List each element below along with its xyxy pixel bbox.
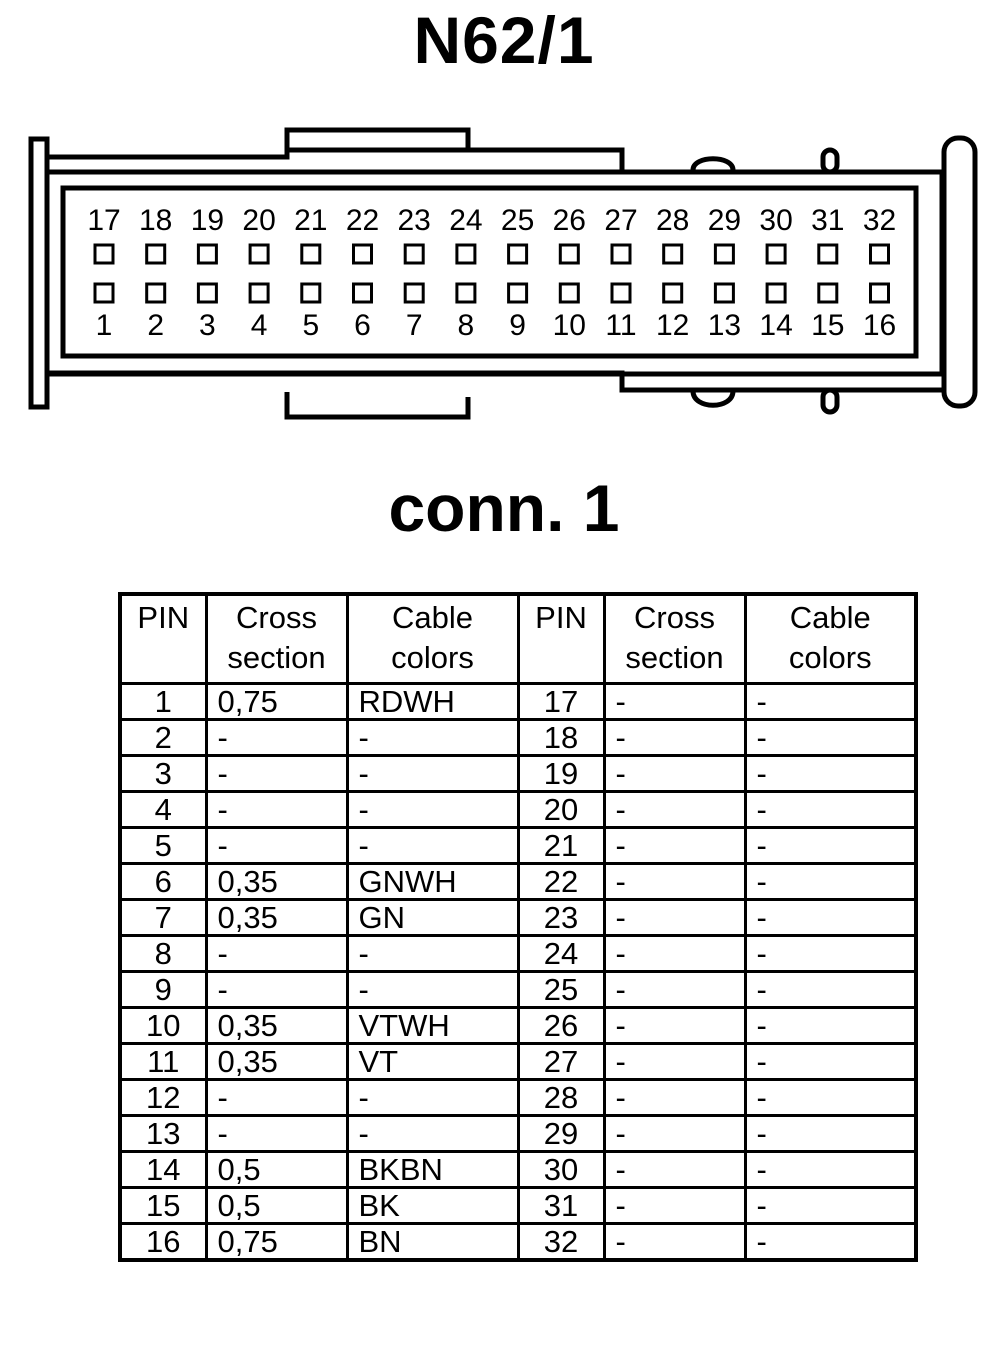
connector-diagram xyxy=(0,120,1008,430)
cable-color-cell: - xyxy=(347,972,518,1008)
pin-number-label: 25 xyxy=(500,204,535,237)
cable-color-cell: BN xyxy=(347,1224,518,1261)
pin-number-label: 29 xyxy=(707,204,742,237)
bottom-clip-oval xyxy=(693,391,733,405)
bottom-clip-pin xyxy=(823,390,837,412)
pin-socket xyxy=(198,245,216,263)
cable-color-cell: - xyxy=(347,828,518,864)
cross-section-cell: - xyxy=(604,1188,745,1224)
cross-section-cell: - xyxy=(206,828,347,864)
pin-cell: 21 xyxy=(518,828,604,864)
cross-section-cell: 0,75 xyxy=(206,684,347,720)
cross-section-cell: - xyxy=(604,756,745,792)
pin-cell: 19 xyxy=(518,756,604,792)
table-row xyxy=(120,936,916,972)
cable-color-cell: - xyxy=(745,756,916,792)
cable-color-cell: BKBN xyxy=(347,1152,518,1188)
pin-socket xyxy=(612,284,630,302)
cable-color-cell: BK xyxy=(347,1188,518,1224)
pin-cell: 14 xyxy=(120,1152,206,1188)
cross-section-cell: - xyxy=(206,756,347,792)
pin-number-label: 26 xyxy=(552,204,586,237)
cable-color-cell: - xyxy=(745,1224,916,1261)
connector-label: conn. 1 xyxy=(388,471,620,545)
pin-cell: 3 xyxy=(120,756,206,792)
pin-cell: 5 xyxy=(120,828,206,864)
table-row xyxy=(120,720,916,756)
cable-color-cell: - xyxy=(347,720,518,756)
table-row xyxy=(120,1080,916,1116)
cable-color-cell: VTWH xyxy=(347,1008,518,1044)
table-row xyxy=(120,684,916,720)
cable-color-cell: - xyxy=(745,1080,916,1116)
cross-section-cell: - xyxy=(206,792,347,828)
pin-number-label: 23 xyxy=(397,204,431,237)
pin-socket xyxy=(250,245,268,263)
pin-socket xyxy=(612,245,630,263)
cross-section-cell: - xyxy=(604,936,745,972)
pin-cell: 16 xyxy=(120,1224,206,1261)
cross-section-cell: - xyxy=(604,1044,745,1080)
top-clip-pin xyxy=(823,150,837,172)
table-row xyxy=(120,756,916,792)
cable-color-cell: - xyxy=(347,1080,518,1116)
housing-body xyxy=(47,172,942,374)
header-cable-colors: Cable colors xyxy=(347,594,518,684)
pin-number-label: 3 xyxy=(199,309,216,342)
pin-socket xyxy=(664,284,682,302)
pin-socket xyxy=(767,245,785,263)
pin-socket xyxy=(354,284,372,302)
cable-color-cell: - xyxy=(745,864,916,900)
pin-cell: 7 xyxy=(120,900,206,936)
pin-number-label: 6 xyxy=(354,309,371,342)
pin-cell: 6 xyxy=(120,864,206,900)
pin-cell: 23 xyxy=(518,900,604,936)
table-row xyxy=(120,1008,916,1044)
pin-socket xyxy=(871,284,889,302)
cable-color-cell: - xyxy=(745,828,916,864)
pin-cell: 1 xyxy=(120,684,206,720)
pin-socket xyxy=(871,245,889,263)
pin-cell: 17 xyxy=(518,684,604,720)
cross-section-cell: - xyxy=(604,972,745,1008)
cable-color-cell: - xyxy=(347,936,518,972)
pin-number-label: 32 xyxy=(862,204,897,237)
pin-socket xyxy=(715,245,733,263)
cross-section-cell: - xyxy=(206,972,347,1008)
pin-cell: 12 xyxy=(120,1080,206,1116)
pin-socket xyxy=(509,245,527,263)
cross-section-cell: 0,35 xyxy=(206,1044,347,1080)
table-row xyxy=(120,864,916,900)
pin-number-label: 14 xyxy=(759,309,793,342)
pin-socket xyxy=(457,284,475,302)
pin-number-label: 31 xyxy=(811,204,845,237)
cross-section-cell: - xyxy=(604,792,745,828)
pin-cell: 18 xyxy=(518,720,604,756)
pin-socket xyxy=(715,284,733,302)
pin-number-label: 27 xyxy=(604,204,638,237)
pin-socket xyxy=(95,245,113,263)
cable-color-cell: - xyxy=(745,900,916,936)
pin-cell: 29 xyxy=(518,1116,604,1152)
pin-socket xyxy=(250,284,268,302)
pin-number-label: 10 xyxy=(552,309,586,342)
cable-color-cell: - xyxy=(745,1116,916,1152)
pin-socket xyxy=(147,284,165,302)
pin-cell: 24 xyxy=(518,936,604,972)
cable-color-cell: - xyxy=(745,936,916,972)
pin-socket xyxy=(405,245,423,263)
cross-section-cell: - xyxy=(206,1080,347,1116)
pin-socket xyxy=(147,245,165,263)
pin-socket xyxy=(819,245,837,263)
cross-section-cell: - xyxy=(206,936,347,972)
header-cable-colors: Cable colors xyxy=(745,594,916,684)
pin-socket xyxy=(198,284,216,302)
table-row xyxy=(120,1044,916,1080)
cross-section-cell: - xyxy=(604,864,745,900)
cross-section-cell: - xyxy=(604,1224,745,1261)
cross-section-cell: - xyxy=(604,1080,745,1116)
housing-top-edge xyxy=(47,150,942,172)
right-grip xyxy=(944,138,975,406)
cable-color-cell: - xyxy=(745,1008,916,1044)
pin-number-label: 8 xyxy=(457,309,475,342)
pin-socket xyxy=(819,284,837,302)
pin-cell: 22 xyxy=(518,864,604,900)
header-cross-section: Cross section xyxy=(604,594,745,684)
table-row xyxy=(120,1188,916,1224)
cross-section-cell: 0,35 xyxy=(206,864,347,900)
header-pin: PIN xyxy=(120,594,206,684)
table-row xyxy=(120,1116,916,1152)
pin-number-label: 19 xyxy=(190,204,225,237)
table-row xyxy=(120,1152,916,1188)
pin-cell: 8 xyxy=(120,936,206,972)
pin-number-label: 21 xyxy=(294,204,328,237)
pin-socket xyxy=(457,245,475,263)
pin-socket xyxy=(405,284,423,302)
cross-section-cell: - xyxy=(206,1116,347,1152)
cable-color-cell: VT xyxy=(347,1044,518,1080)
page-title: N62/1 xyxy=(413,3,595,77)
pin-number-label: 12 xyxy=(656,309,690,342)
cable-color-cell: - xyxy=(745,972,916,1008)
cross-section-cell: - xyxy=(604,900,745,936)
pin-socket xyxy=(509,284,527,302)
cross-section-cell: 0,75 xyxy=(206,1224,347,1261)
cross-section-cell: - xyxy=(206,720,347,756)
cross-section-cell: - xyxy=(604,720,745,756)
pin-cell: 4 xyxy=(120,792,206,828)
cable-color-cell: GNWH xyxy=(347,864,518,900)
pin-cell: 10 xyxy=(120,1008,206,1044)
pin-number-label: 20 xyxy=(242,204,276,237)
pin-number-label: 2 xyxy=(147,309,165,342)
cross-section-cell: - xyxy=(604,1116,745,1152)
top-clip-oval xyxy=(693,159,733,170)
cable-color-cell: GN xyxy=(347,900,518,936)
pin-number-label: 13 xyxy=(707,309,742,342)
pin-cell: 30 xyxy=(518,1152,604,1188)
pin-socket xyxy=(354,245,372,263)
cable-color-cell: RDWH xyxy=(347,684,518,720)
pin-socket xyxy=(302,245,320,263)
cable-color-cell: - xyxy=(745,684,916,720)
table-row xyxy=(120,828,916,864)
cross-section-cell: 0,5 xyxy=(206,1152,347,1188)
pin-number-label: 30 xyxy=(759,204,793,237)
pin-number-label: 17 xyxy=(87,204,121,237)
top-pin-row xyxy=(87,204,896,263)
pin-socket xyxy=(560,245,578,263)
pin-cell: 26 xyxy=(518,1008,604,1044)
cable-color-cell: - xyxy=(745,1152,916,1188)
pin-cell: 31 xyxy=(518,1188,604,1224)
cross-section-cell: - xyxy=(604,684,745,720)
pin-number-label: 11 xyxy=(605,309,637,342)
pin-cell: 20 xyxy=(518,792,604,828)
pin-number-label: 7 xyxy=(405,309,423,342)
pin-cell: 27 xyxy=(518,1044,604,1080)
pin-socket xyxy=(767,284,785,302)
table-row xyxy=(120,900,916,936)
cross-section-cell: - xyxy=(604,1152,745,1188)
cross-section-cell: - xyxy=(604,828,745,864)
bottom-pin-row xyxy=(95,284,896,342)
pin-number-label: 9 xyxy=(509,309,526,342)
pin-number-label: 24 xyxy=(449,204,483,237)
pin-socket xyxy=(560,284,578,302)
cable-color-cell: - xyxy=(745,1188,916,1224)
pin-number-label: 15 xyxy=(811,309,845,342)
cable-color-cell: - xyxy=(745,720,916,756)
pin-number-label: 5 xyxy=(302,309,320,342)
pin-number-label: 16 xyxy=(862,309,897,342)
cable-color-cell: - xyxy=(745,1044,916,1080)
pin-cell: 32 xyxy=(518,1224,604,1261)
pin-number-label: 18 xyxy=(139,204,173,237)
pin-cell: 2 xyxy=(120,720,206,756)
cross-section-cell: 0,5 xyxy=(206,1188,347,1224)
cable-color-cell: - xyxy=(347,756,518,792)
pin-socket xyxy=(664,245,682,263)
pin-number-label: 4 xyxy=(250,309,268,342)
table-row xyxy=(120,1224,916,1261)
pin-number-label: 1 xyxy=(95,309,113,342)
pin-number-label: 22 xyxy=(345,204,380,237)
cross-section-cell: 0,35 xyxy=(206,1008,347,1044)
header-pin: PIN xyxy=(518,594,604,684)
pin-cell: 15 xyxy=(120,1188,206,1224)
pin-cell: 25 xyxy=(518,972,604,1008)
pin-cell: 9 xyxy=(120,972,206,1008)
cross-section-cell: 0,35 xyxy=(206,900,347,936)
cable-color-cell: - xyxy=(347,1116,518,1152)
table-row xyxy=(120,972,916,1008)
bottom-latch xyxy=(287,392,468,417)
cross-section-cell: - xyxy=(604,1008,745,1044)
pin-cell: 11 xyxy=(120,1044,206,1080)
cable-color-cell: - xyxy=(347,792,518,828)
pin-socket xyxy=(302,284,320,302)
pin-number-label: 28 xyxy=(656,204,690,237)
pin-cell: 28 xyxy=(518,1080,604,1116)
header-cross-section: Cross section xyxy=(206,594,347,684)
pin-socket xyxy=(95,284,113,302)
table-row xyxy=(120,792,916,828)
table-header-row xyxy=(120,594,916,684)
cable-color-cell: - xyxy=(745,792,916,828)
pin-cell: 13 xyxy=(120,1116,206,1152)
pin-assignment-table xyxy=(118,592,918,1262)
